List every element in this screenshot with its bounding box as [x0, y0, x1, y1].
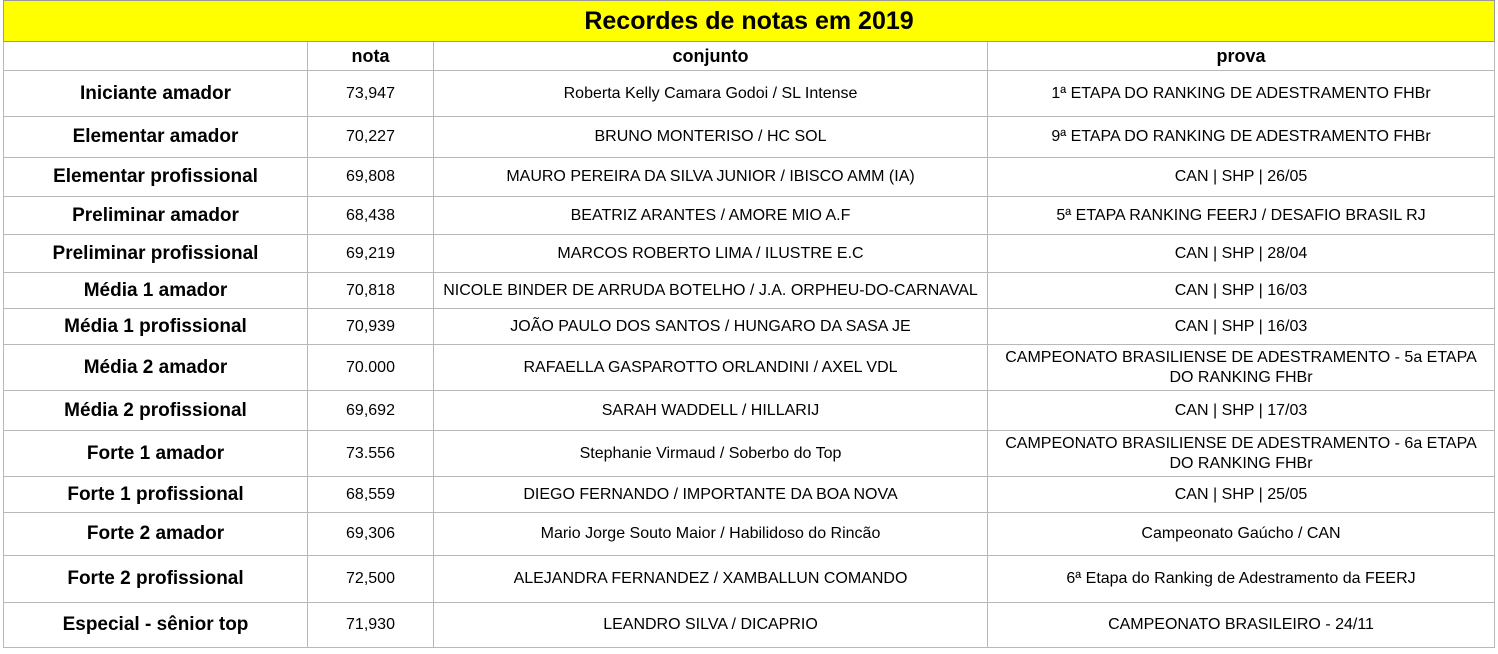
row-category: Iniciante amador — [4, 71, 308, 117]
table-row — [4, 197, 1495, 235]
row-nota: 70,939 — [308, 309, 434, 345]
header-category — [4, 42, 308, 71]
header-row — [4, 42, 1495, 71]
row-category: Forte 2 profissional — [4, 556, 308, 603]
table-row — [4, 117, 1495, 158]
row-prova: 6ª Etapa do Ranking de Adestramento da FEERJ — [988, 556, 1495, 603]
header-prova: prova — [988, 42, 1495, 71]
row-prova: CAN | SHP | 16/03 — [988, 273, 1495, 309]
row-nota: 73,947 — [308, 71, 434, 117]
header-nota: nota — [308, 42, 434, 71]
table-row — [4, 273, 1495, 309]
row-nota: 69,808 — [308, 158, 434, 197]
row-nota: 72,500 — [308, 556, 434, 603]
row-nota: 68,559 — [308, 477, 434, 513]
row-prova: CAN | SHP | 26/05 — [988, 158, 1495, 197]
table-row — [4, 345, 1495, 391]
records-table — [3, 0, 1495, 648]
row-nota: 69,692 — [308, 391, 434, 431]
row-conjunto: BEATRIZ ARANTES / AMORE MIO A.F — [434, 197, 988, 235]
row-prova: 5ª ETAPA RANKING FEERJ / DESAFIO BRASIL RJ — [988, 197, 1495, 235]
row-category: Média 1 profissional — [4, 309, 308, 345]
row-prova: 9ª ETAPA DO RANKING DE ADESTRAMENTO FHBr — [988, 117, 1495, 158]
row-category: Elementar amador — [4, 117, 308, 158]
row-conjunto: RAFAELLA GASPAROTTO ORLANDINI / AXEL VDL — [434, 345, 988, 391]
row-prova: CAMPEONATO BRASILEIRO - 24/11 — [988, 603, 1495, 648]
row-conjunto: ALEJANDRA FERNANDEZ / XAMBALLUN COMANDO — [434, 556, 988, 603]
row-prova: Campeonato Gaúcho / CAN — [988, 513, 1495, 556]
table-row — [4, 235, 1495, 273]
row-prova: CAN | SHP | 25/05 — [988, 477, 1495, 513]
row-conjunto: JOÃO PAULO DOS SANTOS / HUNGARO DA SASA JE — [434, 309, 988, 345]
table-row — [4, 513, 1495, 556]
row-conjunto: Mario Jorge Souto Maior / Habilidoso do Rincão — [434, 513, 988, 556]
row-nota: 70,227 — [308, 117, 434, 158]
row-conjunto: Roberta Kelly Camara Godoi / SL Intense — [434, 71, 988, 117]
header-conjunto: conjunto — [434, 42, 988, 71]
row-nota: 73.556 — [308, 431, 434, 477]
row-conjunto: Stephanie Virmaud / Soberbo do Top — [434, 431, 988, 477]
row-conjunto: NICOLE BINDER DE ARRUDA BOTELHO / J.A. ORPHEU-DO-CARNAVAL — [434, 273, 988, 309]
row-category: Preliminar amador — [4, 197, 308, 235]
row-prova: CAN | SHP | 28/04 — [988, 235, 1495, 273]
row-conjunto: BRUNO MONTERISO / HC SOL — [434, 117, 988, 158]
row-category: Forte 1 amador — [4, 431, 308, 477]
row-nota: 68,438 — [308, 197, 434, 235]
row-category: Elementar profissional — [4, 158, 308, 197]
table-row — [4, 431, 1495, 477]
row-category: Especial - sênior top — [4, 603, 308, 648]
table-row — [4, 477, 1495, 513]
table-title: Recordes de notas em 2019 — [4, 1, 1495, 42]
title-row — [4, 1, 1495, 42]
row-conjunto: SARAH WADDELL / HILLARIJ — [434, 391, 988, 431]
row-category: Média 1 amador — [4, 273, 308, 309]
table-row — [4, 391, 1495, 431]
row-nota: 71,930 — [308, 603, 434, 648]
table-row — [4, 309, 1495, 345]
row-conjunto: LEANDRO SILVA / DICAPRIO — [434, 603, 988, 648]
table-row — [4, 556, 1495, 603]
row-conjunto: MAURO PEREIRA DA SILVA JUNIOR / IBISCO AMM (IA) — [434, 158, 988, 197]
row-prova: CAN | SHP | 17/03 — [988, 391, 1495, 431]
table-row — [4, 603, 1495, 648]
row-category: Média 2 amador — [4, 345, 308, 391]
row-prova: CAMPEONATO BRASILIENSE DE ADESTRAMENTO - 6a ETAPA DO RANKING FHBr — [988, 431, 1495, 477]
row-prova: CAMPEONATO BRASILIENSE DE ADESTRAMENTO - 5a ETAPA DO RANKING FHBr — [988, 345, 1495, 391]
row-category: Forte 1 profissional — [4, 477, 308, 513]
row-prova: 1ª ETAPA DO RANKING DE ADESTRAMENTO FHBr — [988, 71, 1495, 117]
row-category: Preliminar profissional — [4, 235, 308, 273]
row-nota: 69,306 — [308, 513, 434, 556]
row-conjunto: MARCOS ROBERTO LIMA / ILUSTRE E.C — [434, 235, 988, 273]
row-category: Forte 2 amador — [4, 513, 308, 556]
row-nota: 69,219 — [308, 235, 434, 273]
row-nota: 70,818 — [308, 273, 434, 309]
row-conjunto: DIEGO FERNANDO / IMPORTANTE DA BOA NOVA — [434, 477, 988, 513]
table-row — [4, 158, 1495, 197]
table-row — [4, 71, 1495, 117]
row-nota: 70.000 — [308, 345, 434, 391]
row-prova: CAN | SHP | 16/03 — [988, 309, 1495, 345]
row-category: Média 2 profissional — [4, 391, 308, 431]
